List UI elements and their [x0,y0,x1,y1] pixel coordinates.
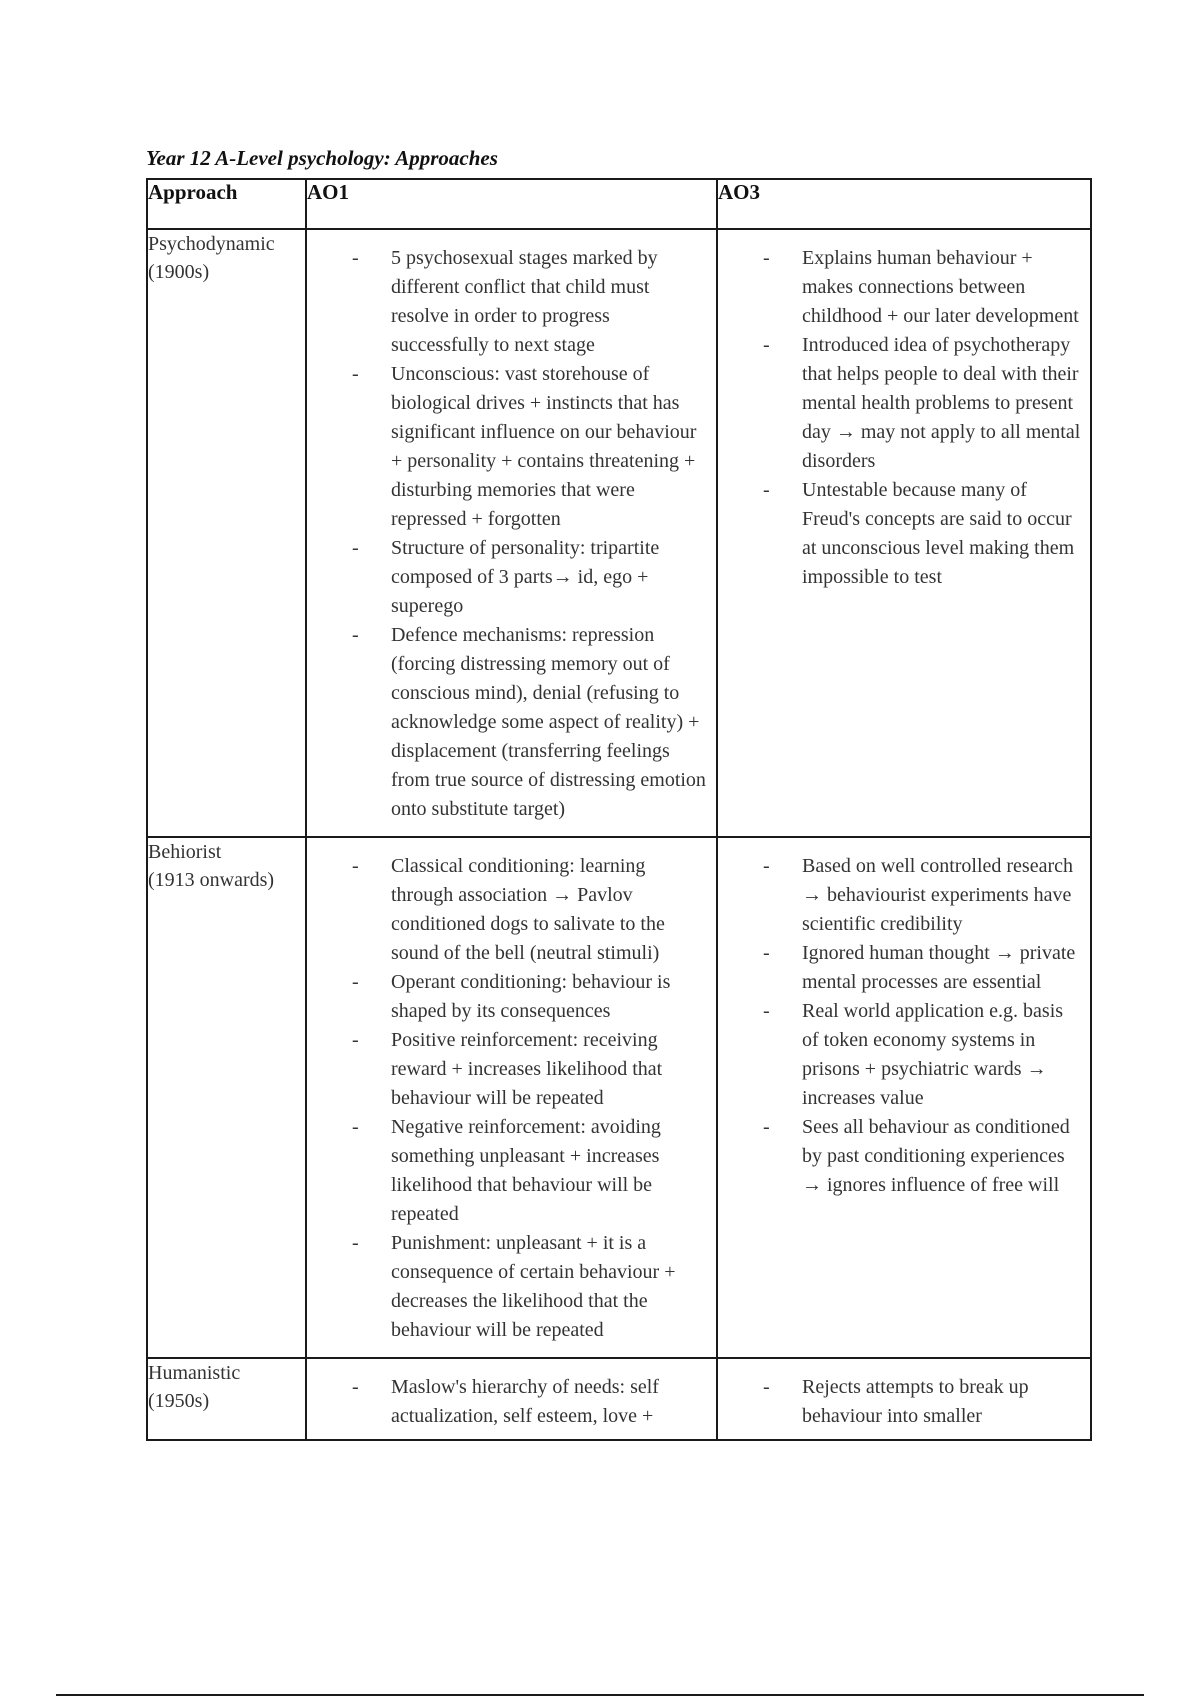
approach-cell [147,229,306,837]
document-title: Year 12 A-Level psychology: Approaches [146,146,498,170]
table-row-behaviorist [147,837,1091,1358]
list-item: - Positive reinforcement: receiving reward + increases likelihood that behaviour will be repeated [307,1026,708,1113]
header-ao3: AO3 [717,179,1091,229]
ao3-cell [717,837,1091,1358]
list-item: - Negative reinforcement: avoiding something unpleasant + increases likelihood that behaviour will be repeated [307,1113,708,1229]
list-item: - Based on well controlled research → behaviourist experiments have scientific credibility [718,852,1082,939]
approach-date: (1900s) [148,261,210,283]
list-item: - Defence mechanisms: repression (forcing distressing memory out of conscious mind), denial (refusing to acknowledge some aspect of reality) + displacement (transferring feelings from true source of distressing emotion onto substitute target) [307,621,708,824]
list-item: - Punishment: unpleasant + it is a consequence of certain behaviour + decreases the likelihood that the behaviour will be repeated [307,1229,708,1345]
table-row-psychodynamic [147,229,1091,837]
ao1-cell [306,837,717,1358]
approach-name: Behiorist [148,841,222,863]
approach-cell [147,1358,306,1440]
table-row-humanistic [147,1358,1091,1440]
approaches-table [146,178,1092,1441]
list-item: - Structure of personality: tripartite composed of 3 parts→ id, ego + superego [307,534,708,621]
list-item: - Rejects attempts to break up behaviour into smaller [718,1373,1082,1431]
header-approach: Approach [147,179,306,229]
ao1-list [307,838,716,1357]
list-item: - Real world application e.g. basis of token economy systems in prisons + psychiatric wards → increases value [718,997,1082,1113]
approach-date: (1950s) [148,1390,210,1412]
list-item: - Classical conditioning: learning through association → Pavlov conditioned dogs to salivate to the sound of the bell (neutral stimuli) [307,852,708,968]
list-item: - Operant conditioning: behaviour is shaped by its consequences [307,968,708,1026]
approach-date: (1913 onwards) [148,869,275,891]
list-item: - Explains human behaviour + makes connections between childhood + our later development [718,244,1082,331]
ao1-list [307,1359,716,1431]
list-item: - Unconscious: vast storehouse of biological drives + instincts that has significant influence on our behaviour + personality + contains threatening + disturbing memories that were repressed + forgotten [307,360,708,534]
header-ao1: AO1 [306,179,717,229]
ao1-cell [306,1358,717,1440]
list-item: - Maslow's hierarchy of needs: self actualization, self esteem, love + [307,1373,708,1431]
approach-cell [147,837,306,1358]
list-item: - 5 psychosexual stages marked by different conflict that child must resolve in order to progress successfully to next stage [307,244,708,360]
ao1-list [307,230,716,836]
list-item: - Sees all behaviour as conditioned by past conditioning experiences → ignores influence of free will [718,1113,1082,1200]
approach-name: Humanistic [148,1362,241,1384]
list-item: - Introduced idea of psychotherapy that helps people to deal with their mental health problems to present day → may not apply to all mental disorders [718,331,1082,476]
footer-divider [56,1694,1144,1696]
ao1-cell [306,229,717,837]
list-item: - Untestable because many of Freud's concepts are said to occur at unconscious level making them impossible to test [718,476,1082,592]
list-item: - Ignored human thought → private mental processes are essential [718,939,1082,997]
table-header-row [147,179,1091,229]
ao3-cell [717,229,1091,837]
ao3-cell [717,1358,1091,1440]
approach-name: Psychodynamic [148,233,275,255]
ao3-list [718,1359,1090,1431]
ao3-list [718,230,1090,604]
ao3-list [718,838,1090,1212]
